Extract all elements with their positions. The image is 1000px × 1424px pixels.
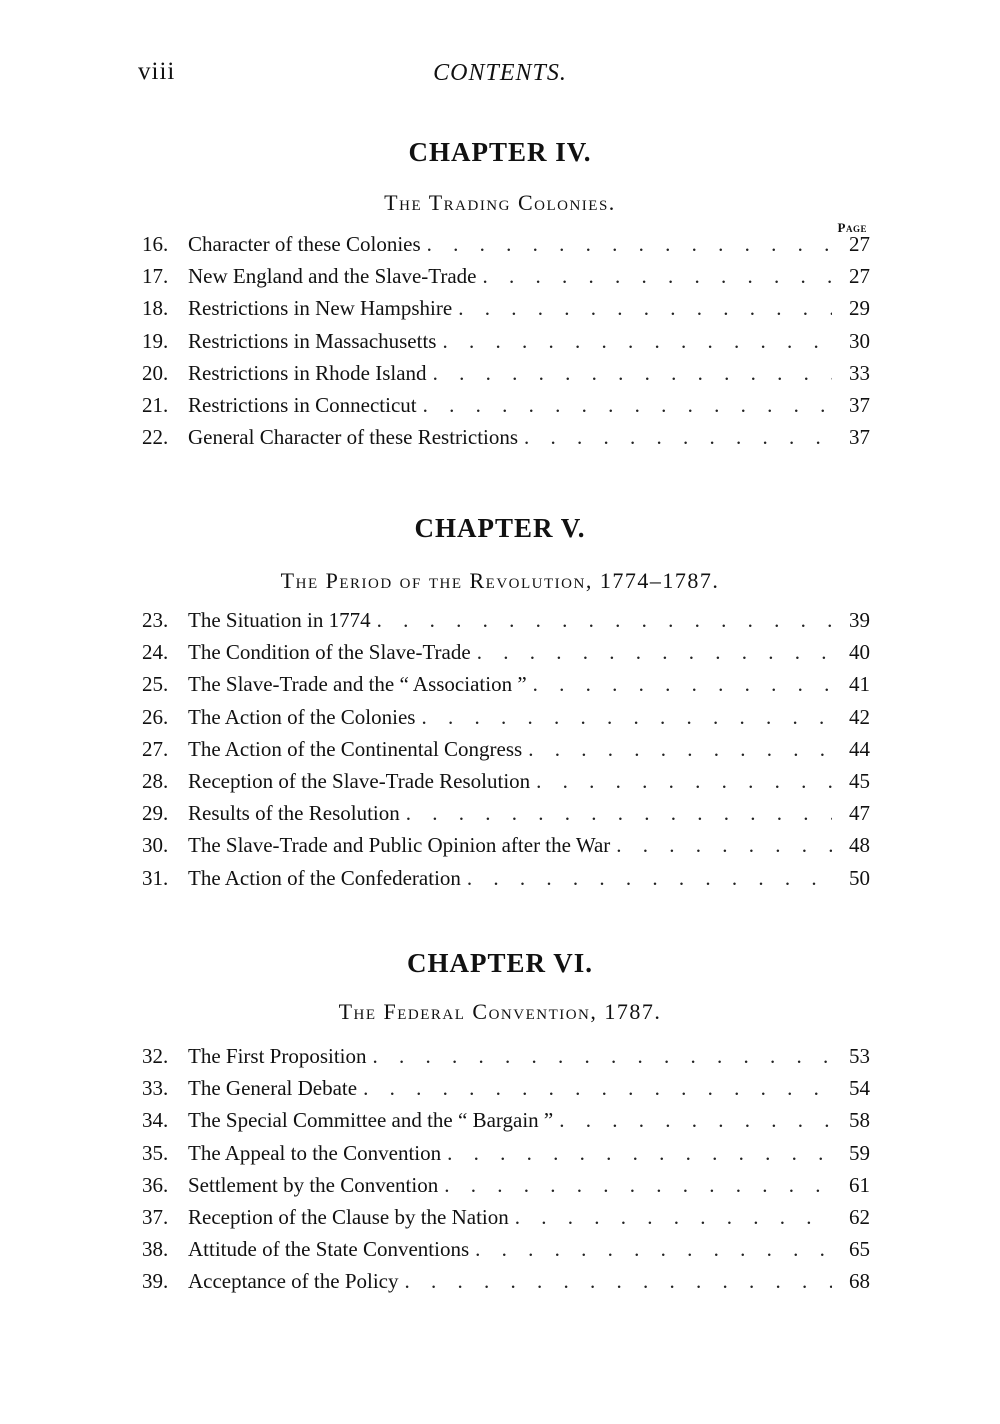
dot-leader (442, 329, 832, 354)
dot-leader (533, 672, 832, 697)
dot-leader (447, 1141, 832, 1166)
toc-list (142, 1044, 870, 1302)
entry-title: Restrictions in New Hampshire (188, 296, 453, 321)
entry-number: 23. (142, 608, 169, 632)
chapter-subtitle: The Period of the Revolution, 1774–1787. (280, 568, 720, 593)
entry-title: New England and the Slave-Trade (188, 264, 477, 289)
entry-title: The Situation in 1774 (188, 608, 371, 632)
entry-page: 53 (849, 1044, 870, 1068)
entry-title: The Action of the Continental Congress (188, 736, 523, 761)
toc-entry (142, 1108, 870, 1140)
chapter-title: CHAPTER V. (414, 513, 586, 543)
toc-entry (142, 1076, 870, 1108)
entry-page: 45 (849, 768, 870, 793)
entry-title: Restrictions in Massachusetts (188, 328, 437, 353)
toc-entry (142, 705, 870, 737)
dot-leader (444, 1173, 832, 1198)
toc-entry (142, 1269, 870, 1301)
chapter-iv (0, 132, 1000, 450)
entry-title: The Special Committee and the “ Bargain ” (188, 1108, 554, 1133)
toc-entry (142, 1141, 870, 1173)
entry-number: 34. (142, 1108, 169, 1133)
entry-page: 44 (849, 736, 870, 761)
entry-number: 27. (142, 736, 169, 761)
dot-leader (482, 264, 832, 289)
toc-entry (142, 264, 870, 296)
entry-number: 20. (142, 360, 169, 385)
dot-leader (405, 1269, 833, 1294)
toc-list (142, 608, 870, 898)
entry-number: 22. (142, 425, 169, 450)
entry-number: 16. (142, 232, 169, 256)
entry-page: 42 (849, 704, 870, 729)
entry-page: 37 (849, 425, 870, 450)
toc-entry (142, 425, 870, 457)
toc-entry (142, 361, 870, 393)
dot-leader (616, 833, 832, 858)
toc-entry (142, 393, 870, 425)
dot-leader (559, 1108, 832, 1133)
entry-title: The First Proposition (188, 1044, 367, 1068)
entry-page: 61 (849, 1172, 870, 1197)
toc-entry (142, 296, 870, 328)
entry-title: The Condition of the Slave-Trade (188, 640, 471, 665)
entry-title: Restrictions in Connecticut (188, 392, 417, 417)
chapter-subtitle: The Federal Convention, 1787. (338, 999, 662, 1024)
chapter-subtitle: The Trading Colonies. (384, 190, 616, 215)
dot-leader (363, 1076, 832, 1101)
toc-list (142, 232, 870, 457)
dot-leader (373, 1044, 832, 1069)
dot-leader (433, 361, 832, 386)
entry-page: 58 (849, 1108, 870, 1133)
dot-leader (536, 769, 832, 794)
entry-page: 27 (849, 264, 870, 289)
toc-entry (142, 1044, 870, 1076)
toc-entry (142, 769, 870, 801)
entry-title: The Slave-Trade and Public Opinion after the War (188, 833, 611, 858)
toc-entry (142, 833, 870, 865)
toc-entry (142, 1205, 870, 1237)
entry-number: 21. (142, 392, 169, 417)
entry-title: The Slave-Trade and the “ Association ” (188, 672, 527, 697)
entry-number: 26. (142, 704, 169, 729)
entry-title: The Action of the Confederation (188, 865, 461, 890)
entry-page: 68 (849, 1269, 870, 1294)
entry-title: The Action of the Colonies (188, 704, 416, 729)
running-title: CONTENTS. (433, 60, 567, 86)
chapter-v (0, 508, 1000, 890)
entry-page: 62 (849, 1204, 870, 1229)
entry-page: 50 (849, 865, 870, 890)
entry-title: Reception of the Slave-Trade Resolution (188, 768, 531, 793)
entry-number: 36. (142, 1172, 169, 1197)
entry-title: General Character of these Restrictions (188, 425, 519, 450)
chapter-title: CHAPTER VI. (406, 948, 594, 978)
chapter-vi (0, 943, 1000, 1294)
dot-leader (477, 640, 832, 665)
page-number: viii (138, 58, 176, 85)
entry-number: 35. (142, 1140, 169, 1165)
entry-title: Character of these Colonies (188, 232, 421, 256)
dot-leader (377, 608, 832, 633)
dot-leader (515, 1205, 832, 1230)
entry-number: 30. (142, 833, 169, 858)
entry-title: Reception of the Clause by the Nation (188, 1204, 509, 1229)
entry-number: 37. (142, 1204, 169, 1229)
dot-leader (423, 393, 832, 418)
entry-number: 25. (142, 672, 169, 697)
dot-leader (524, 425, 832, 450)
entry-page: 59 (849, 1140, 870, 1165)
page-column-label: Page (837, 220, 867, 235)
dot-leader (467, 866, 832, 891)
entry-number: 28. (142, 768, 169, 793)
toc-entry (142, 1237, 870, 1269)
entry-title: The Appeal to the Convention (188, 1140, 442, 1165)
toc-entry (142, 801, 870, 833)
entry-page: 29 (849, 296, 870, 321)
toc-entry (142, 329, 870, 361)
entry-number: 33. (142, 1076, 169, 1101)
entry-page: 65 (849, 1237, 870, 1262)
entry-number: 29. (142, 801, 169, 826)
entry-page: 37 (849, 392, 870, 417)
entry-number: 32. (142, 1044, 169, 1068)
dot-leader (427, 232, 832, 257)
entry-page: 41 (849, 672, 870, 697)
running-head (0, 58, 1000, 98)
entry-title: The General Debate (188, 1076, 358, 1101)
entry-page: 33 (849, 360, 870, 385)
entry-page: 39 (849, 608, 870, 632)
entry-number: 19. (142, 328, 169, 353)
entry-page: 48 (849, 833, 870, 858)
entry-title: Restrictions in Rhode Island (188, 360, 427, 385)
entry-page: 27 (849, 232, 870, 256)
toc-entry (142, 672, 870, 704)
toc-entry (142, 866, 870, 898)
dot-leader (421, 705, 832, 730)
entry-title: Acceptance of the Policy (188, 1269, 399, 1294)
entry-title: Attitude of the State Conventions (188, 1237, 470, 1262)
dot-leader (528, 737, 832, 762)
entry-page: 54 (849, 1076, 870, 1101)
toc-entry (142, 1173, 870, 1205)
entry-page: 47 (849, 801, 870, 826)
dot-leader (406, 801, 832, 826)
entry-title: Results of the Resolution (188, 801, 400, 826)
dot-leader (458, 296, 832, 321)
toc-entry (142, 232, 870, 264)
entry-number: 39. (142, 1269, 169, 1294)
entry-number: 24. (142, 640, 169, 665)
toc-entry (142, 640, 870, 672)
toc-entry (142, 737, 870, 769)
dot-leader (475, 1237, 832, 1262)
entry-number: 31. (142, 865, 169, 890)
entry-number: 17. (142, 264, 169, 289)
entry-title: Settlement by the Convention (188, 1172, 439, 1197)
entry-number: 38. (142, 1237, 169, 1262)
entry-number: 18. (142, 296, 169, 321)
entry-page: 30 (849, 328, 870, 353)
entry-page: 40 (849, 640, 870, 665)
chapter-title: CHAPTER IV. (408, 137, 592, 167)
toc-entry (142, 608, 870, 640)
